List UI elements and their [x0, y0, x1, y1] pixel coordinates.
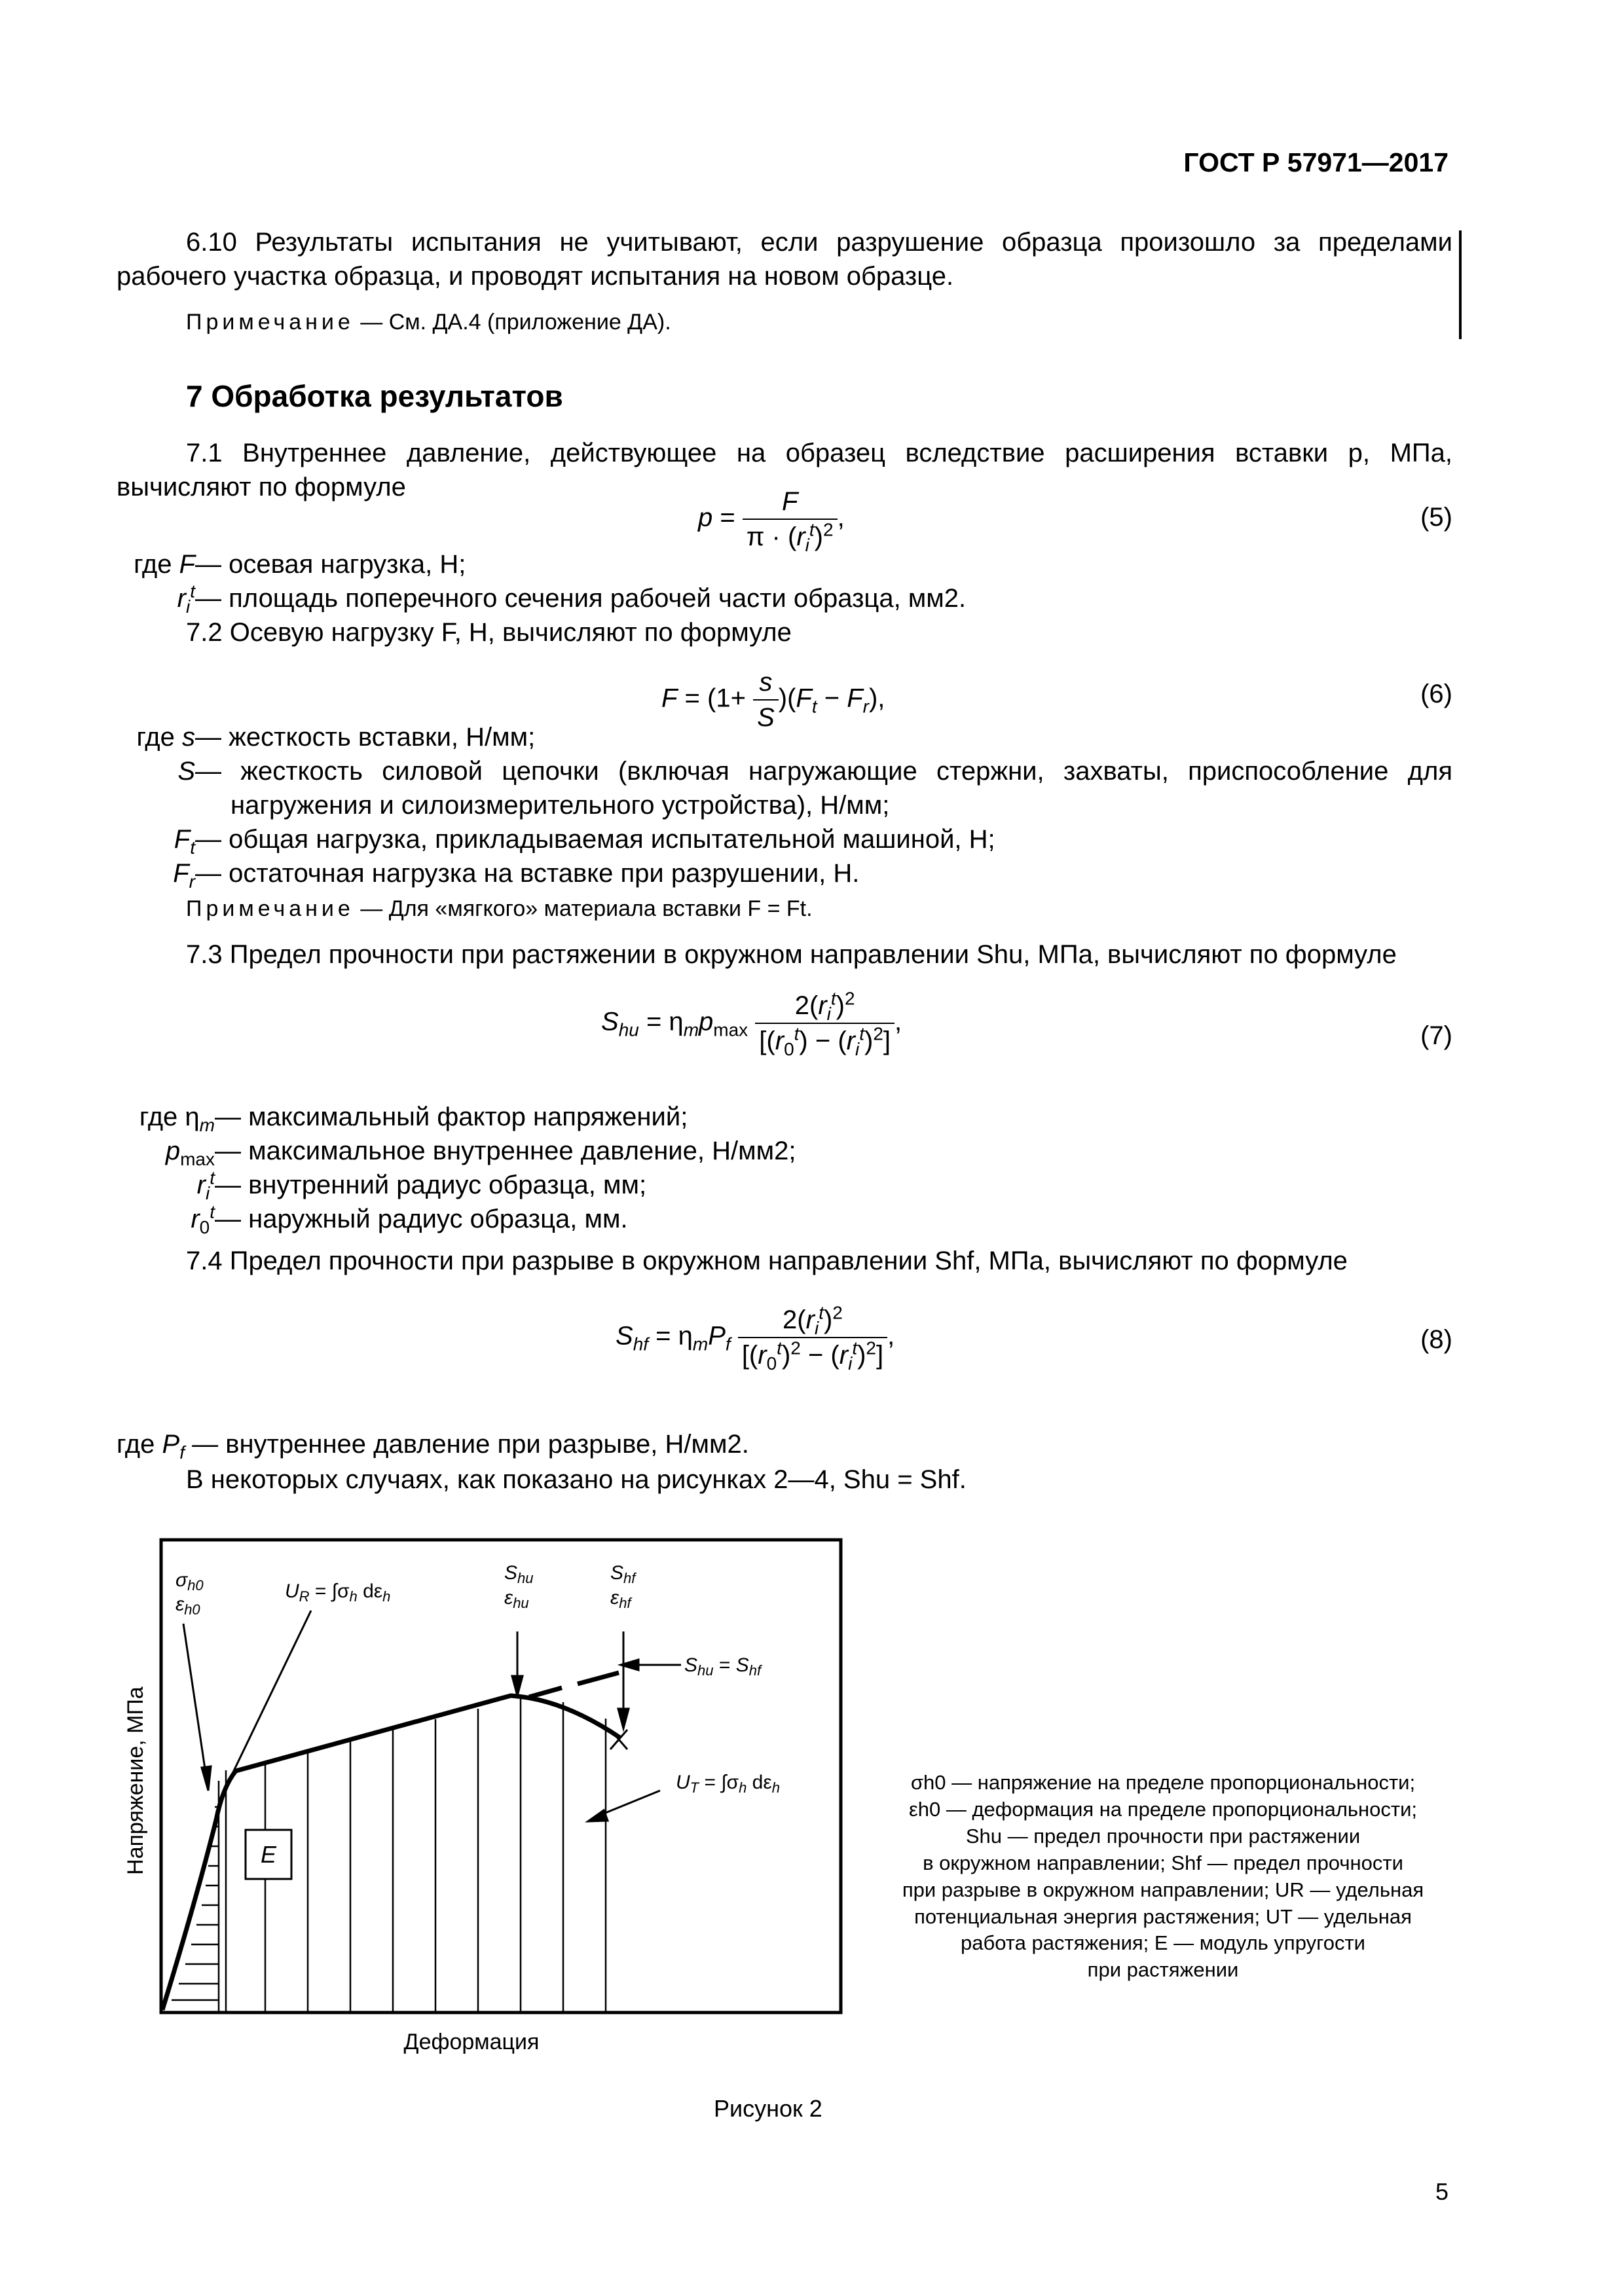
def-text: — внутреннее давление при разрыве, Н/мм2. [192, 1430, 749, 1459]
svg-text:Shu: $S_{hu}$ [504, 1562, 534, 1586]
paragraph-7-1: 7.1 Внутреннее давление, действующее на образец вследствие расширения вставки p, МПа, вычисляют по формуле [117, 439, 1452, 501]
def-row [117, 720, 1452, 754]
def-symbol: где F [134, 550, 195, 579]
def-symbol: $r_i^t$ [177, 581, 195, 617]
note-6-10 [186, 308, 671, 337]
legend-line: работа растяжения; E — модуль упругости [961, 1931, 1365, 1955]
change-bar [1459, 230, 1462, 339]
figure-caption: Рисунок 2 [714, 2095, 822, 2122]
paragraph-7-3: 7.3 Предел прочности при растяжении в окружном направлении Shu, МПа, вычисляют по формуле [186, 940, 1397, 969]
def-symbol: $r_i^t$ [196, 1167, 215, 1203]
formula-5-fraction: $\frac{F}{\pi \cdot (r_i^t)^2}$ [743, 484, 838, 554]
def-text: — осевая нагрузка, Н; [195, 550, 466, 579]
def-text: — площадь поперечного сечения рабочей части образца, мм2. [195, 584, 967, 613]
def-text: — наружный радиус образца, мм. [215, 1205, 628, 1233]
formula-6-fraction: $\frac{s}{S}$ [753, 665, 779, 735]
note-label: Примечание [186, 310, 354, 335]
modulus-box-label: E [260, 1841, 277, 1868]
svg-text:Shf: $S_{hf}$ [610, 1562, 636, 1586]
note-7-2 [186, 894, 813, 923]
def-row [117, 754, 1452, 822]
figure-2 [111, 1525, 871, 2180]
svg-text:UT = ∫σh dεh: $U_T = \int\sigma_h$ $d\varepsilon_h$ [676, 1772, 780, 1796]
def-text: — остаточная нагрузка на вставке при разрушении, Н. [195, 859, 860, 888]
def-text: — общая нагрузка, прикладываемая испытательной машиной, Н; [195, 825, 995, 854]
document-header: ГОСТ Р 57971—2017 [1183, 147, 1449, 177]
def-symbol: где $\eta_m$ [139, 1102, 215, 1135]
paragraph-7-2: 7.2 Осевую нагрузку F, Н, вычисляют по формуле [186, 618, 792, 647]
def-text: — жесткость вставки, Н/мм; [195, 723, 536, 752]
def-symbol: где s [136, 723, 195, 752]
def-text: — максимальное внутреннее давление, Н/мм2; [215, 1137, 796, 1165]
formula-8-fraction: $\frac{2(r_i^t)^2}{[(r_0^t)^2 - (r_i^t)^2]}$ [738, 1303, 887, 1372]
def-symbol: $F_r$ [173, 859, 195, 892]
fracture-x-mark [610, 1730, 627, 1749]
legend-line: при растяжении [1087, 1958, 1239, 1982]
legend-line: в окружном направлении; Shf — предел прочности [923, 1851, 1403, 1874]
def-text: — жесткость силовой цепочки (включая нагружающие стержни, захваты, приспособление для [195, 757, 1452, 786]
svg-text:Shu = Shf: $S_{hu} = S_{hf}$ [684, 1654, 762, 1679]
page-number: 5 [1435, 2178, 1449, 2205]
def-row [117, 856, 1452, 890]
formula-7: $S_{hu} = \eta_mp_{max}$ $\frac{2(r_i^t)^2}{[(r_0^t) - (r_i^t)^2]}$ , [601, 988, 902, 1059]
y-axis-label: Напряжение, МПа [123, 1686, 148, 1875]
legend-line: потенциальная энергия растяжения; UT — удельная [914, 1904, 1412, 1928]
defs-7-2 [117, 720, 1452, 890]
paragraph-7-4-tail: В некоторых случаях, как показано на рисунках 2—4, Shu = Shf. [186, 1465, 967, 1494]
equation-number-6: (6) [1420, 680, 1452, 708]
svg-text:σh0: $\sigma_{h0}$ [175, 1569, 204, 1594]
x-axis-label: Деформация [403, 2030, 540, 2054]
dash-segment [529, 1688, 562, 1697]
def-symbol: $F_t$ [174, 825, 195, 858]
plot-frame [161, 1540, 841, 2013]
def-symbol: $p_{max}$ [165, 1137, 215, 1169]
def-symbol: S [177, 757, 195, 786]
def-text: — максимальный фактор напряжений; [215, 1102, 688, 1131]
svg-text:UR = ∫σh dεh: $U_R = \int\sigma_h$ $d\varepsilon_h$ [285, 1580, 391, 1605]
def-symbol: $r_0^t$ [191, 1201, 215, 1237]
def-row [117, 822, 1452, 856]
note-text: — Для «мягкого» материала вставки F = Ft. [360, 896, 813, 921]
paragraph-6-10: 6.10 Результаты испытания не учитывают, если разрушение образца произошло за пределами рабочего участка образца, и проводят испытания на новом образце. [117, 228, 1452, 291]
formula-6: F = (1+ $\frac{s}{S}$ )$(F_t - F_r)$, [661, 665, 885, 735]
paragraph-7-4: 7.4 Предел прочности при разрыве в окружном направлении Shf, МПа, вычисляют по формуле [186, 1247, 1348, 1275]
def-7-4 [117, 1427, 749, 1461]
equation-number-7: (7) [1420, 1021, 1452, 1050]
section-title: 7 Обработка результатов [186, 379, 563, 413]
def-text: — внутренний радиус образца, мм; [215, 1171, 647, 1199]
equation-number-5: (5) [1420, 503, 1452, 532]
legend-line: при разрыве в окружном направлении; UR — удельная [902, 1878, 1424, 1901]
note-text: — См. ДА.4 (приложение ДА). [360, 310, 671, 335]
legend-line: εh0 — деформация на пределе пропорциональности; [908, 1797, 1418, 1821]
def-text-continued: нагружения и силоизмерительного устройства), Н/мм; [231, 791, 890, 820]
equation-number-8: (8) [1420, 1325, 1452, 1354]
stress-strain-curve [162, 1696, 621, 2010]
formula-5: p = $\frac{F}{\pi \cdot (r_i^t)^2}$ , [698, 484, 845, 554]
legend-line: σh0 — напряжение на пределе пропорциональности; [910, 1771, 1416, 1794]
dash-segment [578, 1673, 619, 1684]
note-label: Примечание [186, 896, 354, 921]
legend-line: Shu — предел прочности при растяжении [965, 1824, 1361, 1848]
formula-7-fraction: $\frac{2(r_i^t)^2}{[(r_0^t) - (r_i^t)^2]}$ [755, 989, 895, 1058]
svg-text:εhu: $\varepsilon_{hu}$ [504, 1587, 529, 1611]
def-symbol: где $P_f$ [117, 1430, 185, 1463]
formula-8: $S_{hf} = \eta_mP_f$ $\frac{2(r_i^t)^2}{[(r_0^t)^2 - (r_i^t)^2]}$ , [616, 1302, 895, 1374]
figure-legend [875, 1770, 1451, 1984]
svg-text:εh0: $\varepsilon_{h0}$ [175, 1594, 200, 1618]
svg-text:εhf: $\varepsilon_{hf}$ [610, 1587, 631, 1611]
